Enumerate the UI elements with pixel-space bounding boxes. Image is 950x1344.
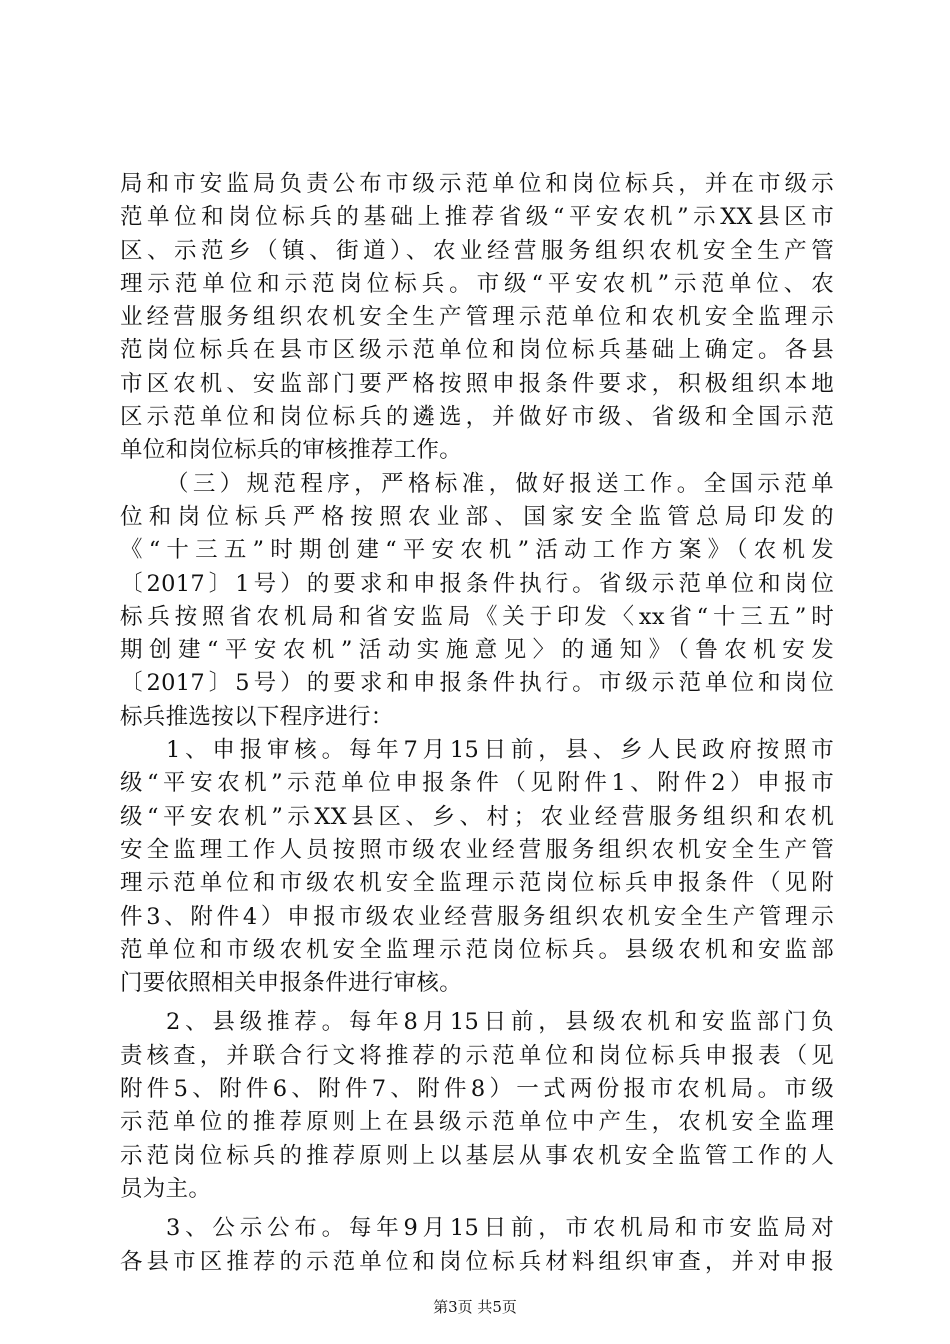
text-line: 示范岗位标兵的推荐原则上以基层从事农机安全监管工作的人 [120,1142,834,1169]
text-line: 门要依照相关申报条件进行审核。 [120,970,463,997]
paragraph [120,734,834,1000]
text-line: 级“平安农机”示XX县区、乡、村；农业经营服务组织和农机 [120,803,834,830]
text-line: 位和岗位标兵严格按照农业部、国家安全监管总局印发的 [120,503,834,530]
text-line: 责核查，并联合行文将推荐的示范单位和岗位标兵申报表（见 [120,1042,834,1069]
text-line: 示范单位的推荐原则上在县级示范单位中产生，农机安全监理 [120,1109,834,1136]
text-line: 范单位和岗位标兵的基础上推荐省级“平安农机”示XX县区市 [120,204,834,231]
text-line: 3、公示公布。每年9月15日前，市农机局和市安监局对 [166,1215,834,1242]
text-line: 《“十三五”时期创建“平安农机”活动工作方案》（农机发 [120,537,834,564]
text-line: 2、县级推荐。每年8月15日前，县级农机和安监部门负 [166,1009,834,1036]
paragraph [120,168,834,468]
text-line: 范岗位标兵在县市区级示范单位和岗位标兵基础上确定。各县 [120,337,834,364]
text-line: 单位和岗位标兵的审核推荐工作。 [120,437,463,464]
text-line: 员为主。 [120,1175,212,1202]
text-line: 件3、附件4）申报市级农业经营服务组织农机安全生产管理示 [120,903,834,930]
text-line: 〔2017〕1号）的要求和申报条件执行。省级示范单位和岗位 [120,570,834,597]
document-body [120,168,834,1279]
paragraph [120,468,834,734]
text-line: 各县市区推荐的示范单位和岗位标兵材料组织审查，并对申报 [120,1248,834,1275]
text-line: 市区农机、安监部门要严格按照申报条件要求，积极组织本地 [120,370,834,397]
text-line: 1、申报审核。每年7月15日前，县、乡人民政府按照市 [166,737,834,764]
paragraph [120,1006,834,1206]
text-line: 级“平安农机”示范单位申报条件（见附件1、附件2）申报市 [120,770,834,797]
text-line: 理示范单位和示范岗位标兵。市级“平安农机”示范单位、农 [120,270,834,297]
text-line: 区示范单位和岗位标兵的遴选，并做好市级、省级和全国示范 [120,404,834,431]
text-line: 安全监理工作人员按照市级农业经营服务组织农机安全生产管 [120,836,834,863]
text-line: 局和市安监局负责公布市级示范单位和岗位标兵，并在市级示 [120,171,834,197]
text-line: 业经营服务组织农机安全生产管理示范单位和农机安全监理示 [120,304,834,331]
text-line: 标兵按照省农机局和省安监局《关于印发〈xx省“十三五”时 [120,603,834,630]
text-line: 期创建“平安农机”活动实施意见〉的通知》（鲁农机安发 [120,637,834,664]
text-line: 〔2017〕5号）的要求和申报条件执行。市级示范单位和岗位 [120,670,834,697]
text-line: （三）规范程序，严格标准，做好报送工作。全国示范单 [166,470,834,497]
page-number: 第3页 共5页 [433,1298,517,1316]
text-line: 附件5、附件6、附件7、附件8）一式两份报市农机局。市级 [120,1076,834,1103]
text-line: 区、示范乡（镇、街道）、农业经营服务组织农机安全生产管 [120,237,834,264]
text-line: 范单位和市级农机安全监理示范岗位标兵。县级农机和安监部 [120,936,834,963]
text-line: 标兵推选按以下程序进行： [120,703,394,730]
text-line: 理示范单位和市级农机安全监理示范岗位标兵申报条件（见附 [120,870,834,897]
paragraph [120,1212,834,1279]
